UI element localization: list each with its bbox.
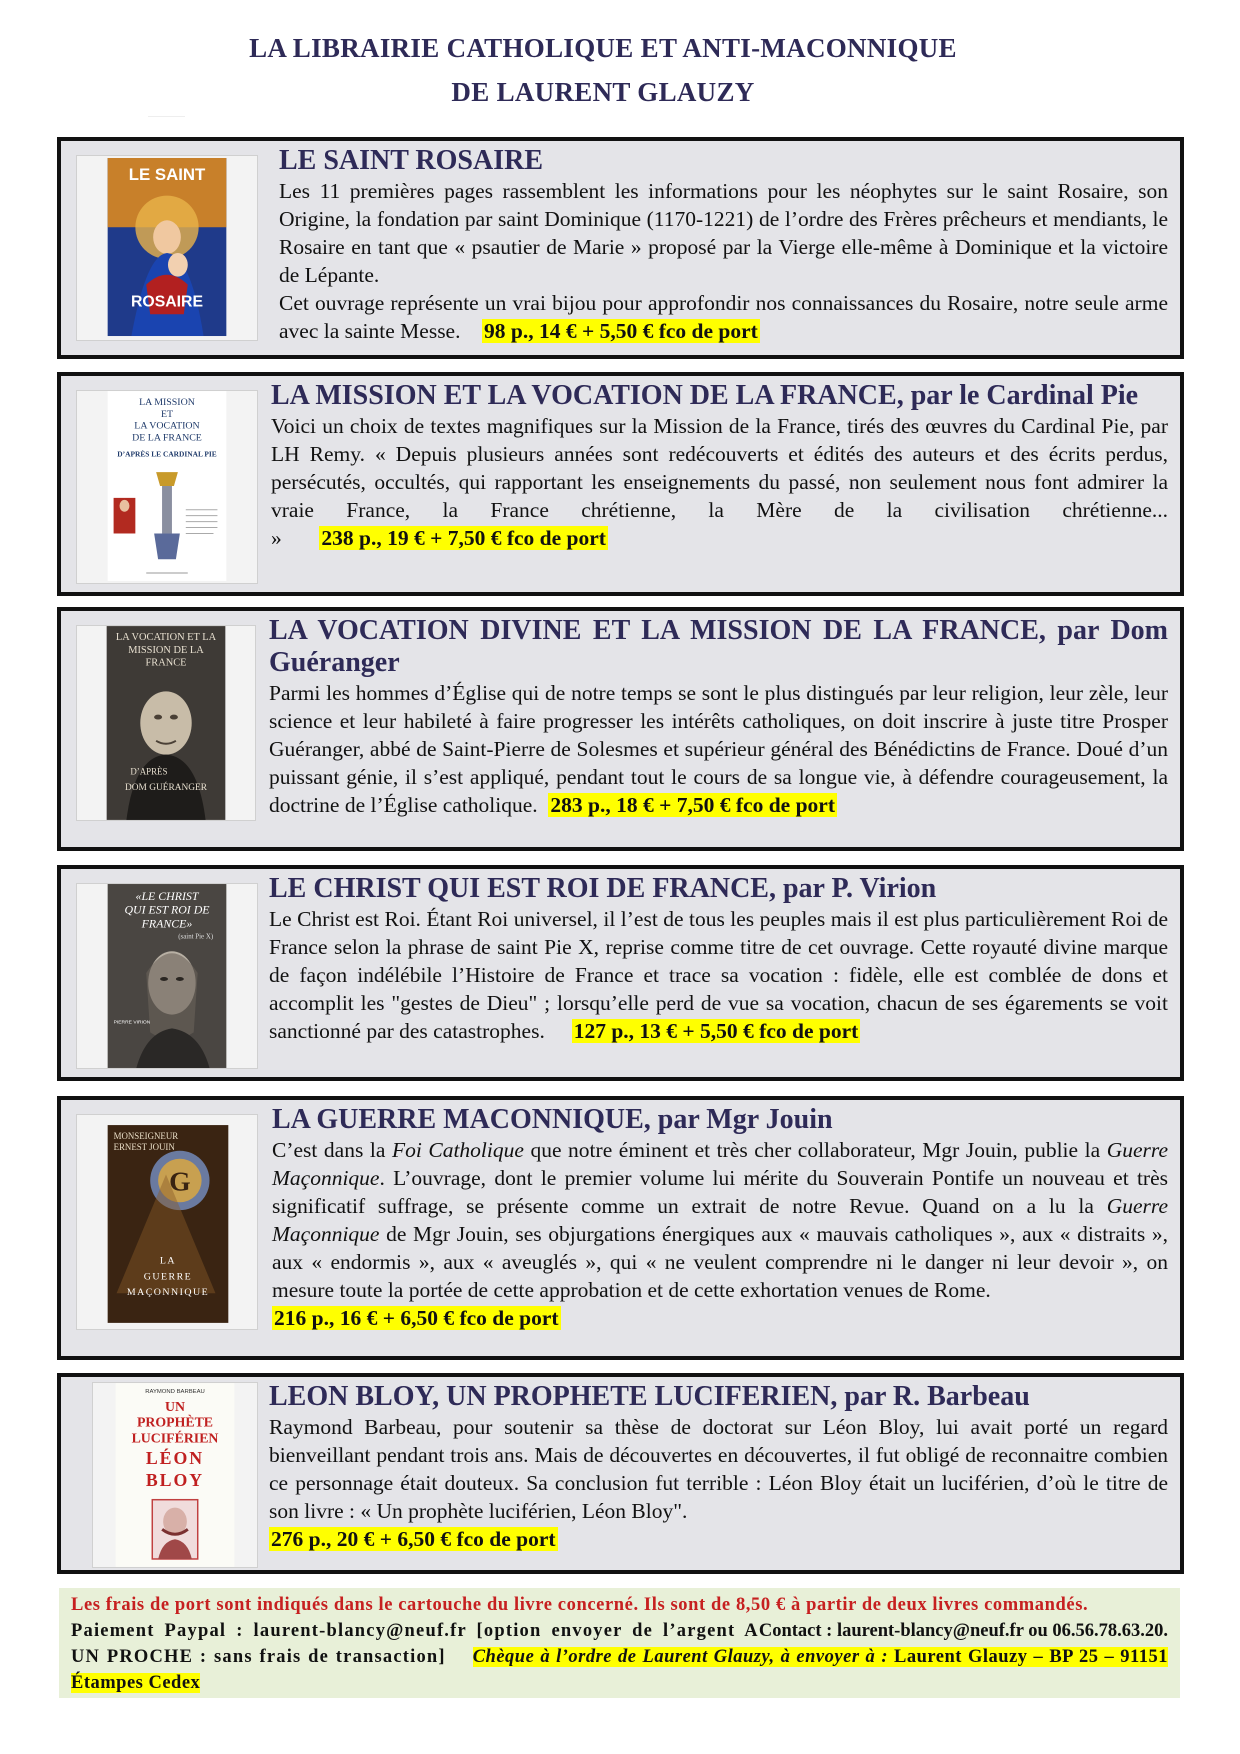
svg-text:G: G [169, 1165, 191, 1197]
book-description-text: Voici un choix de textes magnifiques sur la Mission de la France, tirés des œuvres du Cardinal Pie, par LH Remy. « Depuis plusieurs années sont redécouverts et édités des auteurs et des écrits perdus, persécutés, occultés, qui rapportant les enseignements du passé, non seulement nous font admirer la vraie France, la France chrétienne, la Mère de la civilisation chrétienne... » [271, 414, 1168, 550]
cover-line: D’APRÈS LE CARDINAL PIE [117, 449, 217, 459]
contact-info[interactable]: Contact : laurent-blancy@neuf.fr ou 06.56.78.63.20. [758, 1621, 1168, 1641]
cover-line: (saint Pie X) [178, 933, 214, 941]
book-description [271, 412, 1168, 552]
rosaire-cover-art [77, 156, 257, 340]
cover-line: DE LA FRANCE [132, 432, 202, 444]
book-price-row [269, 1525, 1168, 1553]
book-body-leon-bloy [269, 1381, 1168, 1553]
cheque-address: Laurent Glauzy – BP 25 – 91151 Étampes Cedex [71, 1647, 1169, 1693]
book-description [272, 1136, 1168, 1304]
book-card-guerre-maconnique[interactable] [57, 1096, 1184, 1360]
book-cover-cardinal-pie[interactable] [76, 390, 258, 584]
book-card-christ-roi[interactable] [57, 865, 1184, 1081]
cover-line: MAÇONNIQUE [126, 1287, 210, 1299]
book-description-2 [279, 289, 1168, 345]
book-cover-rosaire[interactable] [76, 155, 258, 341]
book-title: LA GUERRE MACONNIQUE, par Mgr Jouin [272, 1104, 833, 1135]
shipping-info [71, 1592, 1168, 1641]
rosaire-cover-title-bottom: ROSAIRE [130, 293, 204, 311]
book-body-rosaire [279, 145, 1168, 345]
book-description: Les 11 premières pages rassemblent les informations pour les néophytes sur le saint Rosaire, son Origine, la fondation par saint Dominique (1170-1221) de l’ordre des Frères prêcheurs et mendiants, le Rosaire en tant que « psautier de Marie » proposé par la Vierge elle-même à Dominique et la victoire de Lépante. [279, 179, 1168, 287]
paypal-text[interactable]: Paiement Paypal : laurent-blancy@neuf.fr [option envoyer de l’argent A UN PROCHE : sans frais de transaction] [71, 1621, 759, 1667]
cover-line: «LE CHRIST [135, 888, 199, 903]
book-cover-leon-bloy[interactable] [92, 1382, 258, 1568]
rosaire-cover-title-top: LE SAINT [128, 164, 206, 184]
page-header [0, 26, 1206, 114]
book-body-cardinal-pie [271, 380, 1168, 552]
book-price: 98 p., 14 € + 5,50 € fco de port [483, 319, 758, 343]
cover-line: LA [159, 1255, 177, 1267]
order-info-footer [59, 1588, 1180, 1698]
cover-line: LUCIFÉRIEN [131, 1430, 219, 1446]
book-cover-guerre-maconnique[interactable] [76, 1114, 258, 1330]
cover-line: LA MISSION [139, 396, 195, 408]
tiny-text-mark: ····································· [148, 115, 185, 119]
book-description [269, 679, 1168, 819]
cover-line: PIERRE VIRION [113, 1020, 151, 1026]
book-card-cardinal-pie[interactable] [57, 372, 1184, 596]
cover-line: BLOY [145, 1469, 205, 1490]
book-card-dom-gueranger[interactable] [57, 607, 1184, 851]
book-price: 238 p., 19 € + 7,50 € fco de port [321, 526, 606, 550]
book-body-dom-gueranger [269, 615, 1168, 819]
desc-italic-title: Guerre Maçonnique [272, 1138, 1168, 1190]
book-title: LE SAINT ROSAIRE [279, 145, 544, 176]
book-price: 216 p., 16 € + 6,50 € fco de port [274, 1306, 559, 1330]
desc-italic-title: Guerre Maçonnique [272, 1194, 1168, 1246]
cover-line: LÉON [145, 1448, 205, 1469]
desc-part: de Mgr Jouin, ses objurgations énergiques aux « mauvais catholiques », aux « distraits », aux « endormis », aux « aveuglés », qui « ne veulent comprendre ni le danger ni leur devoir », on mesure toute la portée de cette approbation et de cette exhortation venues de Rome. [272, 1222, 1168, 1302]
cover-line: LA VOCATION ET LA [115, 631, 217, 643]
book-card-rosaire[interactable] [57, 137, 1184, 359]
cover-line: QUI EST ROI DE [124, 902, 210, 917]
cover-line: FRANCE» [141, 916, 193, 931]
header-line-1: LA LIBRAIRIE CATHOLIQUE ET ANTI-MACONNIQUE [249, 33, 957, 63]
cover-line: GUERRE [143, 1271, 193, 1283]
book-description-text: Parmi les hommes d’Église qui de notre temps se sont le plus distingués par leur religion, leur zèle, leur science et leur habileté à faire progresser les intérêts catholiques, on doit inscrire à juste titre Prosper Guéranger, abbé de Saint-Pierre de Solesmes et supérieur général des Bénédictins de France. Doué d’un puissant génie, il s’est appliqué, pendant tout le cours de sa longue vie, à défendre courageusement, la doctrine de l’Église catholique. [269, 681, 1168, 817]
desc-italic-title: Foi Catholique [391, 1138, 524, 1162]
book-price: 276 p., 20 € + 6,50 € fco de port [271, 1527, 556, 1551]
book-title: LEON BLOY, UN PROPHETE LUCIFERIEN, par R. Barbeau [269, 1381, 1030, 1412]
book-price: 283 p., 18 € + 7,50 € fco de port [550, 793, 835, 817]
header-line-2: DE LAURENT GLAUZY [451, 77, 755, 107]
christ-roi-cover-art [77, 884, 257, 1068]
book-title: LE CHRIST QUI EST ROI DE FRANCE, par P. Virion [269, 873, 937, 904]
cover-line: UN [165, 1398, 185, 1414]
book-description-text: Le Christ est Roi. Étant Roi universel, il l’est de tous les peuples mais il est plus particulièrement Roi de France selon la phrase de saint Pie X, reprise comme titre de cet ouvrage. Cette royauté divine marque de façon indélébile l’Histoire de France et trace sa vocation : fidèle, elle est comblée de dons et accomplit les "gestes de Dieu" ; lorsqu’elle perd de vue sa vocation, chacun de ses égarements se voit sanctionné par des catastrophes. [269, 907, 1168, 1043]
guerre-maconnique-cover-art [77, 1115, 257, 1329]
desc-part: . L’ouvrage, dont le premier volume lui mérite du Souverain Pontife un nouveau et très significatif suffrage, se présente comme un extrait de notre Revue. Quand on a lu la [272, 1166, 1168, 1218]
cover-line: PROPHÈTE [136, 1414, 214, 1430]
cover-line: ET [160, 408, 174, 420]
cover-line: LA VOCATION [134, 420, 200, 432]
desc-part: que notre éminent et très cher collaborateur, Mgr Jouin, publie la [523, 1138, 1107, 1162]
cover-line: ERNEST JOUIN [113, 1141, 175, 1152]
cover-line: MONSEIGNEUR [113, 1130, 179, 1141]
cover-line: RAYMOND BARBEAU [145, 1389, 205, 1395]
cover-line: D’APRÈS [130, 766, 168, 777]
cheque-order-text: Chèque à l’ordre de Laurent Glauzy, à envoyer à : [472, 1647, 888, 1667]
book-body-guerre-maconnique [272, 1104, 1168, 1332]
gueranger-cover-art [77, 626, 255, 820]
leon-bloy-cover-art [93, 1383, 257, 1567]
book-body-christ-roi [269, 873, 1168, 1045]
cardinal-pie-cover-art [77, 391, 257, 583]
book-price: 127 p., 13 € + 5,50 € fco de port [573, 1019, 859, 1043]
shipping-text: Les frais de port sont indiqués dans le cartouche du livre concerné. Ils sont de 8,50 € à partir de deux livres commandés. [71, 1595, 1089, 1615]
desc-part: C’est dans la [272, 1138, 392, 1162]
book-card-leon-bloy[interactable] [57, 1373, 1184, 1574]
book-price-row [272, 1304, 1168, 1332]
book-title: LA MISSION ET LA VOCATION DE LA FRANCE, par le Cardinal Pie [271, 380, 1139, 411]
book-title: LA VOCATION DIVINE ET LA MISSION DE LA FRANCE, par Dom Guéranger [269, 615, 1168, 678]
book-description-2-text: Cet ouvrage représente un vrai bijou pour approfondir nos connaissances du Rosaire, notre seule arme avec la sainte Messe. [279, 291, 1168, 343]
cover-line: DOM GUÉRANGER [124, 783, 208, 794]
book-description [269, 905, 1168, 1045]
book-cover-dom-gueranger[interactable] [76, 625, 256, 821]
book-cover-christ-roi[interactable] [76, 883, 258, 1069]
cover-line: MISSION DE LA [128, 644, 204, 656]
cover-line: FRANCE [145, 657, 187, 669]
book-description: Raymond Barbeau, pour soutenir sa thèse de doctorat sur Léon Bloy, lui avait porté un regard bienveillant pendant trois ans. Mais de découvertes en découvertes, il fut obligé de reconnaitre combien ce personnage était douteux. Sa conclusion fut terrible : Léon Bloy était un luciférien, d’où le titre de son livre : « Un prophète luciférien, Léon Bloy". [269, 1415, 1168, 1523]
